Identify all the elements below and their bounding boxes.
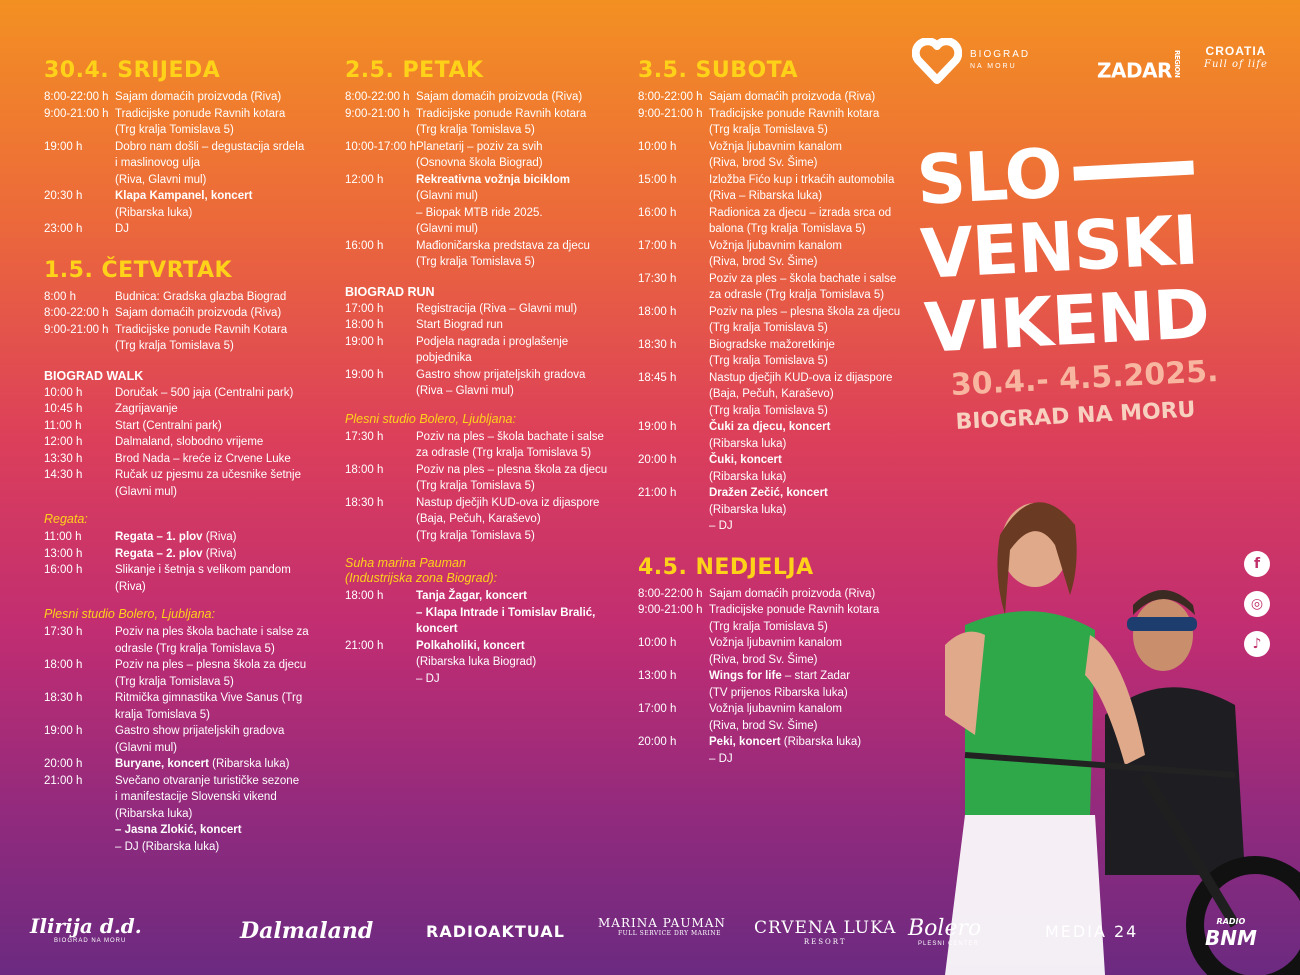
schedule-row bbox=[638, 304, 913, 337]
event-text: Sajam domaćih proizvoda (Riva) bbox=[115, 91, 282, 103]
event-time: 17:30 h bbox=[345, 430, 384, 443]
event-description bbox=[416, 429, 620, 462]
event-description bbox=[709, 106, 913, 139]
day-heading: 4.5. NEDJELJA bbox=[638, 554, 814, 580]
event-description bbox=[416, 638, 620, 688]
event-text: Tradicijske ponude Ravnih kotara (Trg kralja Tomislava 5) bbox=[115, 107, 286, 136]
schedule-row bbox=[44, 188, 319, 221]
event-description bbox=[416, 89, 620, 106]
schedule-row bbox=[44, 385, 319, 402]
schedule-row bbox=[345, 317, 620, 334]
marina-logo-text: MARINA PAUMAN bbox=[598, 916, 726, 930]
schedule-row bbox=[638, 139, 913, 172]
cyclists-photo bbox=[905, 455, 1300, 975]
schedule-column-3 bbox=[638, 52, 913, 767]
event-text: Vožnja ljubavnim kanalom (Riva, brod Sv. Šime) bbox=[709, 239, 842, 268]
event-text: Poziv na ples – škola bachate i salse za odrasle (Trg kralja Tomislava 5) bbox=[416, 430, 604, 459]
event-time: 18:30 h bbox=[44, 692, 83, 704]
event-text: Nastup dječjih KUD-ova iz dijaspore (Baja, Pečuh, Karaševo) (Trg kralja Tomislava 5) bbox=[416, 496, 600, 542]
section-heading: Suha marina Pauman (Industrijska zona Biograd): bbox=[345, 556, 498, 585]
event-time: 12:00 h bbox=[44, 436, 83, 448]
event-time: 10:00 h bbox=[44, 386, 83, 399]
schedule-row bbox=[44, 401, 319, 418]
schedule-row bbox=[638, 602, 913, 635]
event-time: 19:00 h bbox=[345, 335, 384, 348]
event-text: Gastro show prijateljskih gradova (Glavni mul) bbox=[115, 725, 285, 754]
headline-line-1: SLO bbox=[914, 134, 1064, 221]
event-time: 14:30 h bbox=[44, 469, 83, 481]
event-time: 16:00 h bbox=[345, 239, 384, 252]
event-description bbox=[115, 822, 319, 839]
event-text: Gastro show prijateljskih gradova (Riva – Glavni mul) bbox=[416, 368, 586, 397]
event-description bbox=[115, 322, 319, 355]
event-highlight: – Jasna Zlokić, koncert bbox=[115, 824, 242, 836]
event-description bbox=[115, 839, 319, 856]
social-links bbox=[1244, 551, 1276, 671]
schedule-row bbox=[345, 106, 620, 139]
event-description bbox=[416, 317, 620, 334]
day-heading: 2.5. PETAK bbox=[345, 58, 484, 83]
event-text: Brod Nada – kreće iz Crvene Luke bbox=[115, 452, 291, 465]
event-time: 18:45 h bbox=[638, 371, 677, 384]
event-description bbox=[709, 205, 913, 238]
event-time: 11:00 h bbox=[44, 531, 82, 543]
media24-logo: MEDIA 24 bbox=[1045, 922, 1139, 941]
event-time: 8:00-22:00 h bbox=[638, 587, 703, 600]
ilirija-logo-subtext: BIOGRAD NA MORU bbox=[54, 938, 127, 944]
schedule-row bbox=[638, 370, 913, 420]
biograd-logo-subtext: NA MORU bbox=[970, 63, 1017, 70]
event-text: Izložba Fićo kup i trkaćih automobila (Riva – Ribarska luka) bbox=[709, 173, 895, 202]
schedule-row bbox=[345, 172, 620, 238]
event-text: Poziv na ples – plesna škola za djecu (Trg kralja Tomislava 5) bbox=[416, 463, 608, 492]
day-heading: 30.4. SRIJEDA bbox=[44, 58, 221, 83]
heart-icon bbox=[912, 38, 962, 84]
section-heading: BIOGRAD RUN bbox=[345, 284, 435, 299]
event-text: Zagrijavanje bbox=[115, 403, 178, 415]
schedule-column-2 bbox=[345, 52, 620, 687]
croatia-tagline: Full of life bbox=[1204, 59, 1268, 70]
event-text: (Ribarska luka) bbox=[115, 206, 193, 219]
event-description bbox=[115, 305, 319, 322]
schedule-row bbox=[44, 434, 319, 451]
event-time: 12:00 h bbox=[345, 173, 384, 186]
event-highlight: Dražen Zečić, koncert bbox=[709, 487, 828, 499]
event-time: 21:00 h bbox=[638, 487, 677, 499]
event-time: 20:00 h bbox=[44, 758, 83, 770]
event-description bbox=[416, 495, 620, 545]
event-text: DJ bbox=[115, 223, 130, 235]
schedule-row bbox=[44, 418, 319, 435]
event-description bbox=[115, 529, 319, 546]
schedule-row bbox=[638, 271, 913, 304]
event-text: (Ribarska luka) bbox=[709, 437, 787, 450]
event-description bbox=[416, 301, 620, 318]
schedule-row bbox=[345, 367, 620, 400]
schedule-row bbox=[638, 734, 913, 767]
marina-pauman-logo bbox=[598, 916, 726, 937]
schedule-row bbox=[345, 588, 620, 638]
event-time: 18:00 h bbox=[345, 319, 384, 331]
schedule-row bbox=[638, 635, 913, 668]
event-time: 16:00 h bbox=[638, 206, 677, 219]
schedule-row bbox=[44, 723, 319, 756]
event-description bbox=[709, 635, 913, 668]
event-text: Nastup dječjih KUD-ova iz dijaspore (Baja, Pečuh, Karaševo) (Trg kralja Tomislava 5) bbox=[709, 371, 893, 417]
event-text: Budnica: Gradska glazba Biograd bbox=[115, 290, 287, 303]
zadar-region-logo bbox=[1097, 50, 1181, 82]
event-time: 18:00 h bbox=[345, 590, 384, 602]
event-description bbox=[115, 221, 319, 238]
zadar-logo-text: ZADAR bbox=[1097, 58, 1172, 83]
schedule-row bbox=[44, 773, 319, 823]
event-time: 9:00-21:00 h bbox=[638, 107, 703, 120]
event-description bbox=[115, 756, 319, 773]
event-description bbox=[709, 370, 913, 420]
event-text: (Riva) bbox=[202, 547, 237, 560]
event-time: 10:00-17:00 h bbox=[345, 140, 416, 153]
schedule-row bbox=[345, 139, 620, 172]
event-description bbox=[115, 690, 319, 723]
event-text: Sajam domaćih proizvoda (Riva) bbox=[416, 91, 583, 103]
event-description bbox=[709, 139, 913, 172]
event-highlight: Wings for life bbox=[709, 670, 782, 682]
event-time: 9:00-21:00 h bbox=[44, 323, 109, 336]
event-highlight: Tanja Žagar, koncert – Klapa Intrade i Tomislav Bralić, koncert bbox=[416, 590, 596, 635]
event-text: (Ribarska luka) – DJ bbox=[709, 736, 862, 765]
event-time: 8:00-22:00 h bbox=[44, 91, 109, 103]
event-description bbox=[115, 89, 319, 106]
event-description bbox=[115, 723, 319, 756]
event-text: Sajam domaćih proizvoda (Riva) bbox=[709, 91, 876, 103]
schedule-column-1 bbox=[44, 52, 319, 855]
event-time: 15:00 h bbox=[638, 173, 677, 186]
event-time: 19:00 h bbox=[638, 421, 677, 433]
event-text: Tradicijske ponude Ravnih kotara (Trg kralja Tomislava 5) bbox=[709, 604, 880, 633]
event-description bbox=[709, 304, 913, 337]
event-description bbox=[115, 773, 319, 823]
schedule-row bbox=[345, 638, 620, 688]
event-time: 9:00-21:00 h bbox=[345, 107, 410, 120]
day-heading: 1.5. ČETVRTAK bbox=[44, 257, 233, 283]
event-time: 20:00 h bbox=[638, 454, 677, 466]
event-text: Biogradske mažoretkinje (Trg kralja Tomislava 5) bbox=[709, 338, 835, 367]
event-text: Poziv za ples – škola bachate i salse za odrasle (Trg kralja Tomislava 5) bbox=[709, 272, 897, 301]
schedule-row bbox=[638, 238, 913, 271]
event-text: (Ribarska luka) – DJ bbox=[709, 503, 787, 532]
schedule-row bbox=[638, 106, 913, 139]
event-description bbox=[115, 289, 319, 306]
schedule-row bbox=[44, 89, 319, 106]
event-description bbox=[709, 602, 913, 635]
schedule-row bbox=[44, 322, 319, 355]
schedule-row bbox=[638, 701, 913, 734]
section-heading: Plesni studio Bolero, Ljubljana: bbox=[44, 607, 215, 621]
schedule-row bbox=[638, 89, 913, 106]
event-dates: 30.4.- 4.5.2025. bbox=[950, 353, 1220, 403]
event-text: Dobro nam došli – degustacija srdela i maslinovog ulja (Riva, Glavni mul) bbox=[115, 140, 305, 186]
event-description bbox=[709, 485, 913, 535]
event-time: 16:00 h bbox=[44, 564, 83, 576]
event-highlight: Buryane, koncert bbox=[115, 758, 209, 770]
event-description bbox=[115, 451, 319, 468]
zadar-region-text: REGION bbox=[1172, 50, 1181, 78]
event-time: 10:00 h bbox=[638, 140, 677, 153]
bolero-logo-subtext: PLESNI CENTER bbox=[918, 941, 979, 947]
schedule-row bbox=[345, 334, 620, 367]
event-description bbox=[115, 385, 319, 402]
ilirija-logo-text: Ilirija d.d. bbox=[30, 914, 142, 938]
event-description bbox=[115, 434, 319, 451]
instagram-icon[interactable]: ◎ bbox=[1244, 591, 1270, 617]
schedule-row bbox=[345, 238, 620, 271]
sponsor-bar bbox=[0, 910, 1300, 960]
event-text: Ritmička gimnastika Vive Sanus (Trg kralja Tomislava 5) bbox=[115, 692, 303, 721]
event-description bbox=[115, 139, 319, 189]
event-description bbox=[115, 106, 319, 139]
croatia-logo bbox=[1204, 44, 1268, 72]
event-text: Ručak uz pjesmu za učesnike šetnje (Glavni mul) bbox=[115, 469, 302, 498]
event-time: 20:00 h bbox=[638, 736, 677, 748]
event-text: Mađioničarska predstava za djecu (Trg kralja Tomislava 5) bbox=[416, 239, 590, 268]
biograd-logo bbox=[912, 38, 1030, 84]
event-highlight: Regata – 1. plov bbox=[115, 531, 203, 543]
schedule-row bbox=[44, 756, 319, 773]
event-text: Tradicijske ponude Ravnih kotara (Trg kralja Tomislava 5) bbox=[416, 107, 587, 136]
bnm-logo-text: BNM bbox=[1205, 926, 1257, 950]
event-time: 8:00-22:00 h bbox=[345, 91, 410, 103]
event-description bbox=[709, 452, 913, 485]
event-time: 17:30 h bbox=[44, 626, 83, 638]
schedule-row bbox=[345, 301, 620, 318]
event-description bbox=[416, 238, 620, 271]
schedule-row bbox=[44, 562, 319, 595]
event-description bbox=[416, 462, 620, 495]
crvena-luka-logo-text: CRVENA LUKA bbox=[754, 918, 897, 938]
schedule-row bbox=[638, 485, 913, 535]
schedule-row bbox=[638, 337, 913, 370]
event-time: 18:00 h bbox=[345, 463, 384, 476]
event-description bbox=[115, 562, 319, 595]
event-time: 10:45 h bbox=[44, 403, 83, 415]
event-description bbox=[416, 172, 620, 238]
event-description bbox=[115, 467, 319, 500]
schedule-row bbox=[345, 429, 620, 462]
schedule-row bbox=[345, 89, 620, 106]
event-text: Tradicijske ponude Ravnih kotara (Trg kralja Tomislava 5) bbox=[709, 107, 880, 136]
event-time: 8:00-22:00 h bbox=[638, 91, 703, 103]
event-time: 23:00 h bbox=[44, 223, 83, 235]
schedule-row bbox=[44, 529, 319, 546]
schedule-row bbox=[44, 451, 319, 468]
croatia-logo-text: CROATIA bbox=[1205, 44, 1267, 58]
event-text: Sajam domaćih proizvoda (Riva) bbox=[709, 587, 876, 600]
schedule-row bbox=[638, 452, 913, 485]
schedule-row bbox=[44, 467, 319, 500]
event-time: 19:00 h bbox=[345, 368, 384, 381]
event-text: Vožnja ljubavnim kanalom (Riva, brod Sv. Šime) bbox=[709, 703, 842, 732]
event-time: 18:00 h bbox=[638, 305, 677, 318]
event-description bbox=[709, 172, 913, 205]
radio-aktual-logo: RADIOAKTUAL bbox=[426, 922, 565, 941]
event-time: 13:00 h bbox=[44, 547, 83, 560]
event-description bbox=[709, 238, 913, 271]
event-time: 17:30 h bbox=[638, 272, 677, 285]
event-time: 21:00 h bbox=[345, 639, 384, 652]
event-description bbox=[115, 657, 319, 690]
event-description bbox=[416, 334, 620, 367]
event-text: Radionica za djecu – izrada srca od balona (Trg kralja Tomislava 5) bbox=[709, 206, 892, 235]
event-text: (Riva) bbox=[202, 531, 237, 543]
event-description bbox=[115, 401, 319, 418]
event-time: 10:00 h bbox=[638, 637, 677, 649]
radio-bnm-logo bbox=[1205, 914, 1257, 950]
event-text: Planetarij – poziv za svih (Osnovna škola Biograd) bbox=[416, 140, 543, 169]
event-time: 8:00-22:00 h bbox=[44, 307, 109, 319]
event-description bbox=[709, 419, 913, 452]
schedule-row bbox=[44, 139, 319, 189]
event-description bbox=[709, 668, 913, 701]
section-heading: Plesni studio Bolero, Ljubljana: bbox=[345, 411, 516, 426]
ilirija-logo bbox=[30, 914, 142, 944]
event-description bbox=[709, 271, 913, 304]
event-text: Start Biograd run bbox=[416, 319, 503, 331]
event-time: 19:00 h bbox=[44, 140, 83, 153]
event-time: 13:30 h bbox=[44, 452, 83, 465]
schedule-row bbox=[44, 839, 319, 856]
event-description bbox=[115, 546, 319, 563]
event-text: Sajam domaćih proizvoda (Riva) bbox=[115, 307, 282, 319]
event-description bbox=[709, 337, 913, 370]
event-text: Doručak – 500 jaja (Centralni park) bbox=[115, 386, 294, 399]
event-text: Slikanje i šetnja s velikom pandom (Riva) bbox=[115, 564, 291, 593]
event-time: 8:00 h bbox=[44, 290, 76, 303]
event-text: Tradicijske ponude Ravnih Kotara (Trg kralja Tomislava 5) bbox=[115, 323, 288, 352]
schedule-row bbox=[44, 690, 319, 723]
schedule-row bbox=[638, 205, 913, 238]
schedule-row bbox=[638, 668, 913, 701]
tiktok-icon[interactable]: ♪ bbox=[1244, 631, 1270, 657]
event-time: 18:30 h bbox=[638, 338, 677, 351]
crvena-luka-logo bbox=[754, 918, 896, 946]
event-highlight: Čuki za djecu, koncert bbox=[709, 421, 831, 433]
event-text: (Ribarska luka) bbox=[208, 758, 290, 770]
schedule-row bbox=[44, 305, 319, 322]
schedule-row bbox=[638, 419, 913, 452]
bnm-logo-subtext: RADIO bbox=[1216, 917, 1246, 926]
event-time: 17:00 h bbox=[638, 703, 677, 715]
headline-dash bbox=[1073, 160, 1194, 180]
event-text: Dalmaland, slobodno vrijeme bbox=[115, 436, 264, 448]
schedule-row bbox=[638, 172, 913, 205]
event-text: Registracija (Riva – Glavni mul) bbox=[416, 302, 578, 315]
event-time: 21:00 h bbox=[44, 774, 83, 787]
event-time: 9:00-21:00 h bbox=[44, 107, 109, 120]
section-heading: BIOGRAD WALK bbox=[44, 368, 144, 383]
event-text: – start Zadar (TV prijenos Ribarska luka) bbox=[709, 670, 851, 699]
headline-line-2: VENSKI bbox=[918, 201, 1200, 295]
event-description bbox=[115, 624, 319, 657]
schedule-row bbox=[345, 462, 620, 495]
event-description bbox=[709, 734, 913, 767]
event-text: Poziv na ples – plesna škola za djecu (Trg kralja Tomislava 5) bbox=[709, 305, 901, 334]
schedule-row bbox=[44, 624, 319, 657]
event-text: (Glavni mul) – Biopak MTB ride 2025. (Glavni mul) bbox=[416, 190, 543, 235]
event-description bbox=[709, 586, 913, 603]
event-highlight: Polkaholiki, koncert bbox=[416, 639, 525, 652]
marina-logo-subtext: FULL SERVICE DRY MARINE bbox=[618, 930, 721, 937]
event-description bbox=[115, 188, 319, 221]
section-heading: Regata: bbox=[44, 512, 88, 526]
event-time: 9:00-21:00 h bbox=[638, 604, 703, 616]
facebook-icon[interactable]: f bbox=[1244, 551, 1270, 577]
schedule-row bbox=[345, 495, 620, 545]
event-text: Podjela nagrada i proglašenje pobjednika bbox=[416, 335, 569, 364]
event-text: Vožnja ljubavnim kanalom (Riva, brod Sv. Šime) bbox=[709, 140, 842, 169]
event-description bbox=[416, 106, 620, 139]
schedule-row bbox=[44, 221, 319, 238]
event-time: 18:00 h bbox=[44, 659, 83, 671]
event-description bbox=[115, 418, 319, 435]
event-time: 13:00 h bbox=[638, 670, 677, 682]
event-time: 17:00 h bbox=[345, 302, 384, 315]
headline-line-3: VIKEND bbox=[922, 274, 1211, 369]
bolero-logo-text: Bolero bbox=[908, 916, 982, 941]
schedule-row bbox=[638, 586, 913, 603]
event-text: Poziv na ples škola bachate i salse za odrasle (Trg kralja Tomislava 5) bbox=[115, 626, 309, 655]
schedule-row bbox=[44, 657, 319, 690]
event-text: – DJ (Ribarska luka) bbox=[115, 840, 220, 853]
event-text: Svečano otvaranje turističke sezone i manifestacije Slovenski vikend (Ribarska luka) bbox=[115, 774, 300, 820]
crvena-luka-logo-subtext: RESORT bbox=[803, 938, 847, 946]
event-description bbox=[416, 367, 620, 400]
event-text: (Ribarska luka Biograd) – DJ bbox=[416, 656, 537, 685]
event-highlight: Klapa Kampanel, koncert bbox=[115, 190, 253, 202]
event-time: 18:30 h bbox=[345, 496, 384, 509]
event-time: 17:00 h bbox=[638, 239, 677, 252]
event-description bbox=[709, 89, 913, 106]
schedule-row bbox=[44, 106, 319, 139]
dalmaland-logo: Dalmaland bbox=[240, 918, 374, 944]
event-time: 19:00 h bbox=[44, 725, 83, 737]
event-text: (Ribarska luka) bbox=[709, 470, 787, 483]
event-highlight: Rekreativna vožnja biciklom bbox=[416, 173, 571, 186]
event-highlight: Čuki, koncert bbox=[709, 454, 782, 466]
event-description bbox=[416, 588, 620, 638]
event-text: Start (Centralni park) bbox=[115, 419, 222, 432]
schedule-row bbox=[44, 289, 319, 306]
event-time bbox=[44, 822, 115, 839]
event-text: Poziv na ples – plesna škola za djecu (Trg kralja Tomislava 5) bbox=[115, 659, 307, 688]
bolero-logo bbox=[908, 916, 981, 947]
event-time: 11:00 h bbox=[44, 419, 82, 432]
schedule-row bbox=[44, 822, 319, 839]
event-description bbox=[416, 139, 620, 172]
day-heading: 3.5. SUBOTA bbox=[638, 58, 798, 83]
biograd-logo-text: BIOGRAD bbox=[970, 49, 1031, 60]
event-text: Vožnja ljubavnim kanalom (Riva, brod Sv. Šime) bbox=[709, 637, 842, 666]
event-headline bbox=[915, 126, 1286, 367]
top-logos bbox=[912, 36, 1282, 96]
schedule-row bbox=[44, 546, 319, 563]
event-time bbox=[44, 839, 115, 856]
event-location: BIOGRAD NA MORU bbox=[955, 397, 1197, 435]
event-highlight: Peki, koncert bbox=[709, 736, 781, 748]
event-highlight: Regata – 2. plov bbox=[115, 547, 203, 560]
event-description bbox=[709, 701, 913, 734]
event-time: 20:30 h bbox=[44, 190, 83, 202]
